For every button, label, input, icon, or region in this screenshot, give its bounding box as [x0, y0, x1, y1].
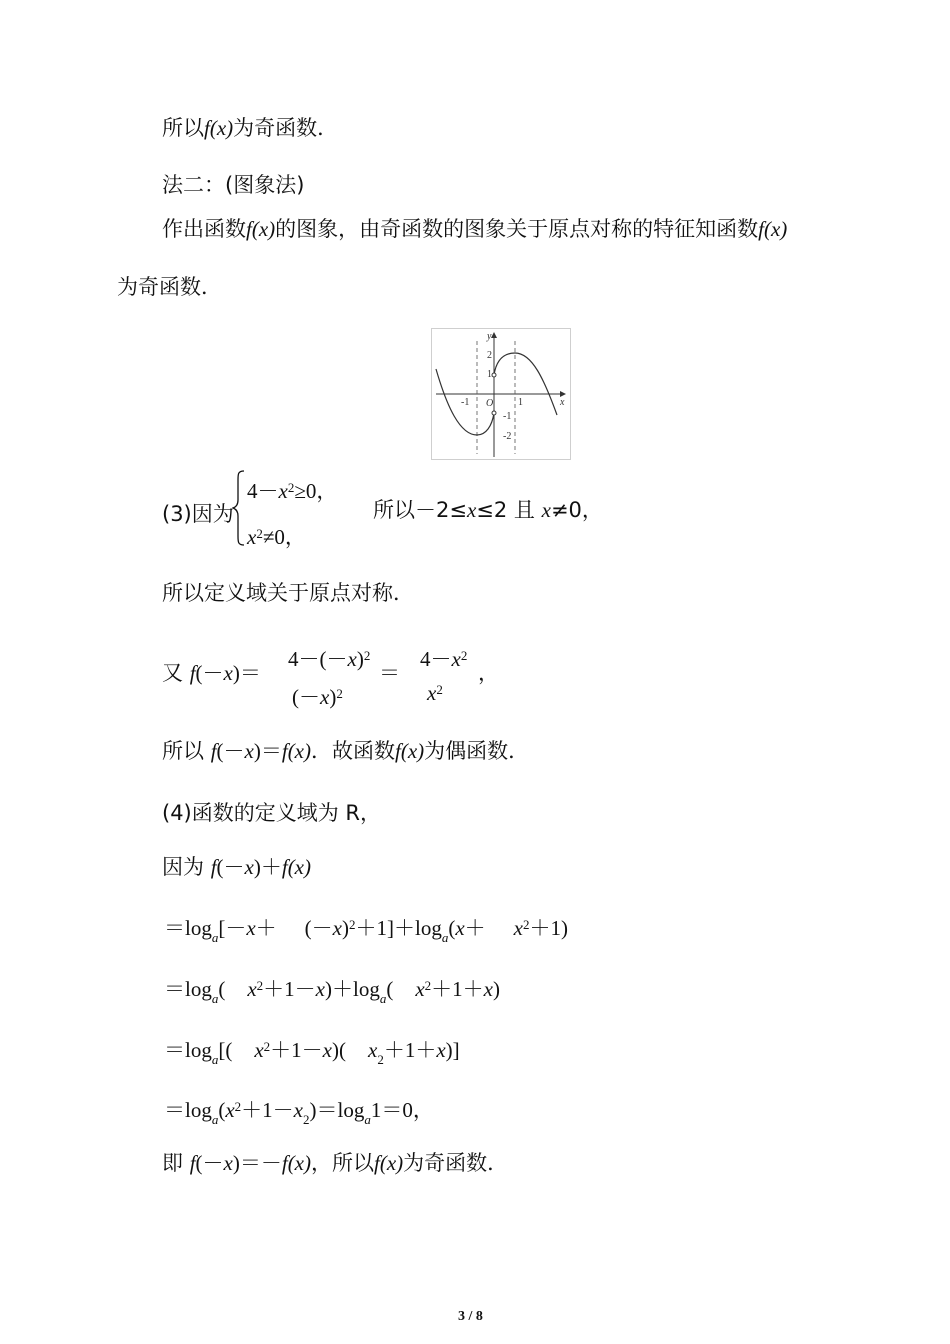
- log-base: a: [211, 991, 219, 1006]
- math-var: x: [322, 1038, 332, 1062]
- math: )＋: [253, 855, 282, 879]
- math: (: [386, 977, 394, 1001]
- tick-label-x-1: 1: [518, 397, 523, 408]
- math: ≥0，: [294, 479, 338, 503]
- math: f(x): [246, 217, 276, 241]
- math-var: f: [210, 855, 217, 879]
- math: f(x): [281, 1151, 312, 1175]
- math: ＋1): [529, 916, 568, 940]
- text: ．故函数: [311, 739, 396, 763]
- math-var: x: [246, 916, 256, 940]
- math-var: x: [513, 916, 523, 940]
- math-var: x: [455, 916, 465, 940]
- math-var: x: [223, 1151, 233, 1175]
- text: 所以定义域关于原点对称．: [162, 581, 414, 605]
- text: 的图象，由奇函数的图象关于原点对称的特征知函数: [275, 217, 759, 241]
- text: 即: [162, 1151, 190, 1175]
- math: f(x): [204, 116, 234, 140]
- math-var: x: [466, 498, 477, 522]
- fraction-tail: [478, 663, 499, 684]
- math: (－: [292, 685, 320, 709]
- math: ＋: [255, 916, 277, 940]
- math-var: x: [247, 977, 257, 1001]
- math: ＝: [379, 661, 400, 685]
- log-line-3: [164, 1040, 460, 1066]
- math: )＋log: [325, 977, 380, 1001]
- math: ＋1－: [263, 977, 316, 1001]
- math-var: x: [541, 498, 551, 522]
- exponent: 2: [234, 1099, 242, 1114]
- exponent: 2: [436, 682, 443, 697]
- math-var: x: [483, 977, 493, 1001]
- text: 所以－2≤: [373, 498, 467, 522]
- log-base: a: [211, 930, 219, 945]
- line-conclusion-odd: [162, 118, 338, 139]
- math-var: x: [368, 1038, 378, 1062]
- math-var: f: [210, 739, 217, 763]
- math: ＋1＋: [431, 977, 484, 1001]
- math: ＋: [464, 916, 486, 940]
- text: 为奇函数．: [117, 275, 222, 299]
- text: 为奇函数．: [403, 1151, 509, 1175]
- math: 4－: [420, 647, 452, 671]
- exponent: 2: [522, 917, 530, 932]
- math: ＝log: [164, 977, 212, 1001]
- math: ): [356, 647, 364, 671]
- math: (: [448, 916, 456, 940]
- text: 为偶函数．: [424, 739, 530, 763]
- system-row-1: [247, 481, 337, 502]
- math-var: x: [278, 479, 288, 503]
- exponent: 2: [460, 648, 468, 663]
- log-line-1: [164, 918, 568, 944]
- math: ＝log: [164, 1098, 212, 1122]
- math: )＝: [253, 739, 282, 763]
- exponent: 2: [336, 686, 343, 701]
- math: f(x): [374, 1151, 404, 1175]
- x-axis-label: x: [560, 397, 565, 408]
- part-4-domain: [162, 803, 381, 824]
- log-base: a: [441, 930, 449, 945]
- text: 作出函数: [162, 217, 246, 241]
- math: ≠0，: [262, 525, 306, 549]
- domain-inequality: [373, 500, 603, 521]
- math-var: x: [293, 1098, 303, 1122]
- math: ＝log: [164, 1038, 212, 1062]
- part-3-label: [162, 504, 234, 525]
- page-number-text: 3 / 8: [458, 1309, 483, 1324]
- exponent: 2: [256, 978, 264, 993]
- math-var: x: [347, 647, 357, 671]
- log-line-4: [164, 1100, 434, 1126]
- tick-label-y-1: 1: [487, 369, 492, 380]
- math-var: x: [244, 855, 254, 879]
- even-conclusion: [162, 741, 529, 762]
- math: )(: [332, 1038, 346, 1062]
- subscript: 2: [377, 1052, 384, 1067]
- math: f(x): [758, 217, 788, 241]
- f-neg-x-lhs: [162, 663, 261, 684]
- text: ，: [478, 661, 499, 685]
- math: 1＝0，: [370, 1098, 434, 1122]
- text: 法二：(图象法): [162, 173, 305, 197]
- math-var: x: [225, 1098, 235, 1122]
- tick-label-y-2: 2: [487, 350, 492, 361]
- math: (－: [195, 661, 224, 685]
- math: )]: [445, 1038, 460, 1062]
- text: 为奇函数．: [233, 116, 339, 140]
- math: 4－: [247, 479, 279, 503]
- math-var: x: [415, 977, 425, 1001]
- exponent: 2: [256, 526, 263, 541]
- math: [(: [218, 1038, 233, 1062]
- text: ≤2 且: [476, 498, 542, 522]
- math-var: x: [320, 685, 330, 709]
- math: ): [329, 685, 337, 709]
- exponent: 2: [363, 648, 371, 663]
- equals-sign: [379, 663, 400, 684]
- text: 又: [162, 661, 190, 685]
- exponent: 2: [349, 917, 356, 932]
- math: ＋1－: [270, 1038, 323, 1062]
- math-var: x: [244, 739, 254, 763]
- math: ＋1＋: [383, 1038, 437, 1062]
- text: 所以: [162, 739, 211, 763]
- math: ): [342, 916, 349, 940]
- math: (: [218, 1098, 226, 1122]
- page-number: [458, 1310, 483, 1324]
- log-base: a: [211, 1112, 219, 1127]
- origin-label: O: [486, 398, 494, 409]
- log-base: a: [211, 1052, 219, 1067]
- math: (－: [216, 855, 245, 879]
- math-var: x: [223, 661, 233, 685]
- log-base: a: [364, 1112, 371, 1127]
- part-4-sum-line: [162, 857, 311, 878]
- math-var: x: [332, 916, 342, 940]
- text: (3)因为: [162, 502, 234, 526]
- exponent: 2: [287, 480, 295, 495]
- math-var: x: [436, 1038, 446, 1062]
- fraction-2-numerator: [420, 649, 467, 670]
- y-axis-label: y: [487, 331, 492, 342]
- math: f(x): [281, 855, 312, 879]
- math: f(x): [281, 739, 312, 763]
- domain-symmetric-line: [162, 583, 414, 604]
- math: [－: [218, 916, 247, 940]
- math: f(x): [395, 739, 425, 763]
- math: 4－(－: [288, 647, 348, 671]
- open-point-top: [492, 373, 496, 377]
- text: 因为: [162, 855, 211, 879]
- math: (－: [304, 916, 333, 940]
- math-var: f: [189, 661, 196, 685]
- text: ≠0，: [550, 498, 603, 522]
- text: (4)函数的定义域为 R，: [162, 801, 382, 825]
- math: )＝log: [309, 1098, 365, 1122]
- fraction-2-denominator: [427, 683, 443, 704]
- exponent: 2: [424, 978, 432, 993]
- math: ＋1－: [241, 1098, 294, 1122]
- function-graph-figure: [431, 328, 571, 460]
- math: )＝: [232, 661, 261, 685]
- math-var: x: [254, 1038, 264, 1062]
- math: (－: [216, 739, 245, 763]
- fraction-1-denominator: [292, 687, 343, 708]
- open-point-bottom: [492, 411, 496, 415]
- math: ＝log: [164, 916, 212, 940]
- math-var: x: [451, 647, 461, 671]
- final-conclusion: [162, 1153, 508, 1174]
- graph-method-line: [162, 219, 787, 240]
- tick-label-y-minus-1: -1: [503, 411, 512, 422]
- system-row-2: [247, 527, 306, 548]
- math-var: x: [247, 525, 257, 549]
- curve-right-branch: [494, 353, 557, 415]
- tick-label-y-minus-2: -2: [503, 431, 512, 442]
- method-two-heading: [162, 175, 304, 196]
- math-var: x: [315, 977, 325, 1001]
- tick-label-x-minus-1: -1: [461, 397, 470, 408]
- graph-method-line-cont: [117, 277, 222, 298]
- fraction-1-numerator: [288, 649, 370, 670]
- text: ，所以: [311, 1151, 375, 1175]
- math: )＝－: [232, 1151, 282, 1175]
- math-var: x: [427, 681, 437, 705]
- math: ): [492, 977, 500, 1001]
- subscript: 2: [303, 1112, 310, 1127]
- math: (－: [195, 1151, 224, 1175]
- y-axis-arrow: [491, 332, 497, 338]
- log-line-2: [164, 979, 500, 1005]
- math: ＋1]＋log: [355, 916, 442, 940]
- math: (: [218, 977, 226, 1001]
- exponent: 2: [263, 1039, 271, 1054]
- log-base: a: [379, 991, 387, 1006]
- function-graph-svg: [432, 329, 570, 459]
- math-var: f: [189, 1151, 196, 1175]
- system-brace: [232, 470, 246, 546]
- text: 所以: [162, 116, 204, 140]
